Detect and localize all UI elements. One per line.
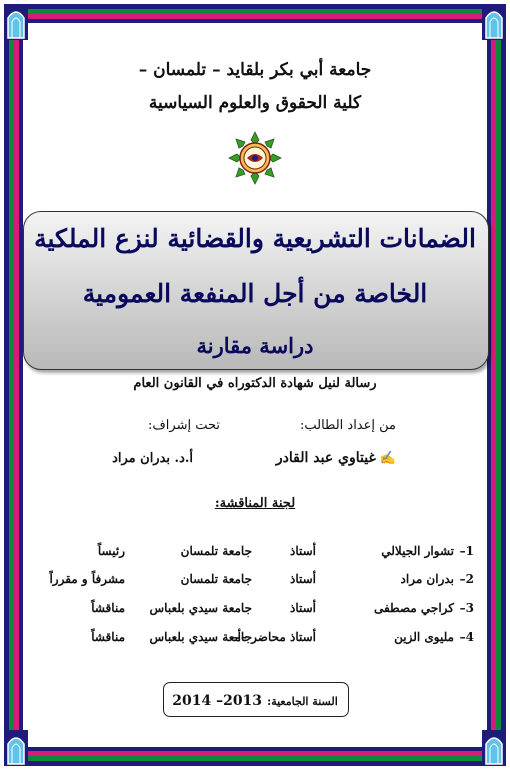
committee-number: 3– — [459, 601, 474, 615]
corner-ornament-bottom-left — [4, 730, 28, 766]
committee-number: 4– — [459, 630, 474, 644]
committee-member-university: جامعة تلمسان — [180, 572, 252, 586]
committee-row — [30, 572, 480, 592]
thesis-title-line-1: الضمانات التشريعية والقضائية لنزع الملكية — [34, 224, 476, 253]
committee-heading: لجنة المناقشة: — [214, 496, 296, 511]
committee-member-name: مليوى الزين — [394, 630, 454, 644]
corner-ornament-top-left — [4, 4, 28, 40]
committee-member-name: كراجي مصطفى — [373, 601, 454, 615]
committee-number: 1– — [459, 544, 474, 558]
prepared-by-label: من إعداد الطالب: — [299, 418, 396, 433]
committee-member-university: جامعة سيدي بلعباس — [149, 630, 252, 644]
committee-member-university: جامعة سيدي بلعباس — [149, 601, 252, 615]
supervisor-name: أ.د. بدران مراد — [112, 451, 193, 466]
thesis-purpose: رسالة لنيل شهادة الدكتوراه في القانون العام — [133, 376, 377, 391]
student-name-row — [276, 450, 396, 466]
committee-row — [30, 601, 480, 621]
committee-number: 2– — [459, 572, 474, 586]
committee-member-rank: أستاذ — [289, 544, 316, 558]
thesis-title-line-2: الخاصة من أجل المنفعة العمومية — [82, 279, 428, 308]
academic-year-row — [163, 690, 347, 709]
thesis-subtitle: دراسة مقارنة — [196, 333, 314, 358]
committee-member-rank: أستاذ محاضر –أ– — [231, 630, 316, 644]
corner-ornament-top-right — [482, 4, 506, 40]
committee-member-university: جامعة تلمسان — [180, 544, 252, 558]
committee-member-rank: أستاذ — [289, 601, 316, 615]
committee-row — [30, 630, 480, 650]
faculty-name: كلية الحقوق والعلوم السياسية — [148, 93, 362, 113]
corner-ornament-bottom-right — [482, 730, 506, 766]
academic-year-label: السنة الجامعية: — [267, 695, 338, 708]
committee-member-name: بدران مراد — [400, 572, 454, 586]
committee-member-name: تشوار الجيلالي — [381, 544, 454, 558]
committee-member-rank: أستاذ — [289, 572, 316, 586]
committee-member-role: رئيساً — [97, 544, 125, 558]
university-name: جامعة أبي بكر بلقايد – تلمسان – — [138, 60, 372, 80]
university-emblem-icon — [227, 130, 283, 186]
supervised-by-label: تحت إشراف: — [147, 418, 220, 433]
student-name: غيتاوي عبد القادر — [275, 450, 376, 466]
committee-member-role: مشرفاً و مقرراً — [49, 572, 125, 586]
committee-member-role: مناقشاً — [91, 601, 125, 615]
academic-year-value: 2013– 2014 — [172, 693, 263, 709]
writing-hand-icon: ✍ — [379, 450, 396, 466]
committee-row — [30, 544, 480, 564]
committee-member-role: مناقشاً — [91, 630, 125, 644]
